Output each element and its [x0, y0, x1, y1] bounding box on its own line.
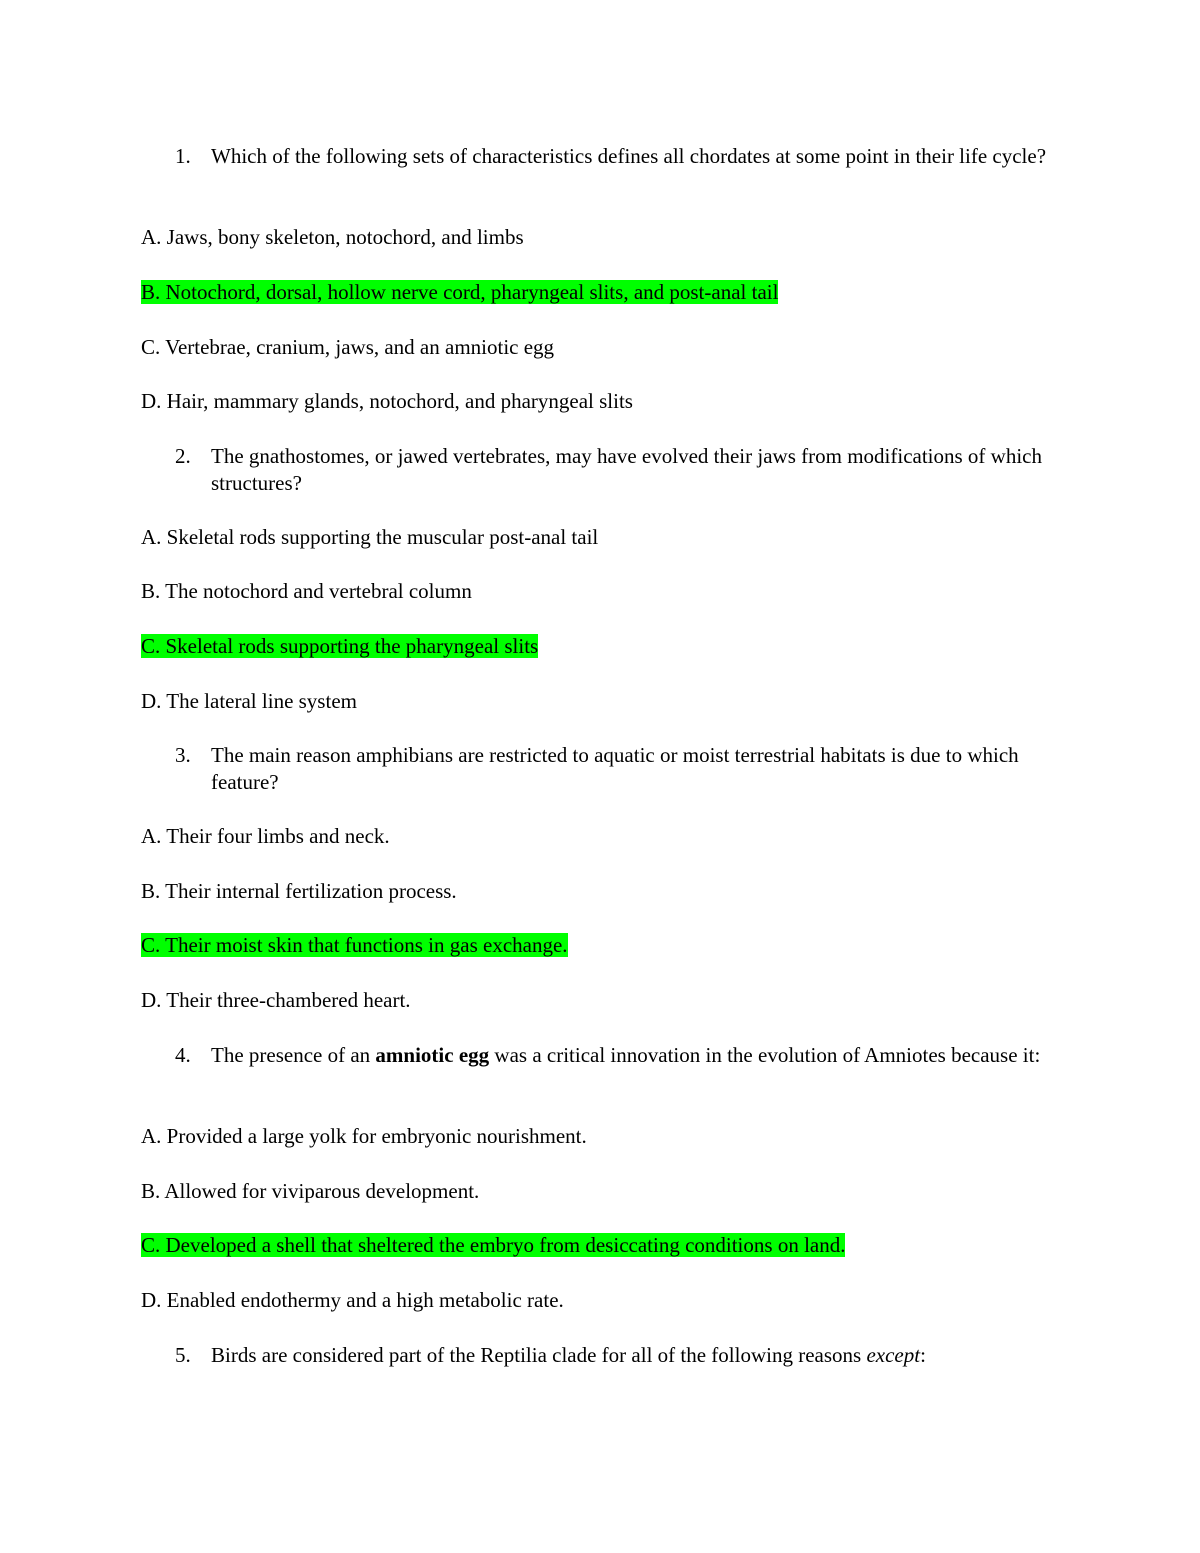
answer-option: B. Their internal fertilization process.: [141, 879, 457, 903]
answer-option: A. Jaws, bony skeleton, notochord, and limbs: [141, 225, 524, 249]
bold-term: amniotic egg: [375, 1043, 490, 1067]
question-text: Which of the following sets of characteristics defines all chordates at some point in their life cycle?: [211, 144, 1047, 168]
question-number: 2.: [175, 444, 191, 468]
answer-option: D. Enabled endothermy and a high metabolic rate.: [141, 1288, 564, 1312]
answer-option: C. Vertebrae, cranium, jaws, and an amniotic egg: [141, 335, 555, 359]
answer-option-correct: C. Developed a shell that sheltered the embryo from desiccating conditions on land.: [141, 1233, 846, 1257]
question-text: Birds are considered part of the Reptilia clade for all of the following reasons except:: [211, 1343, 926, 1367]
question-text: The presence of an amniotic egg was a critical innovation in the evolution of Amniotes because it:: [211, 1043, 1041, 1067]
answer-option: A. Their four limbs and neck.: [141, 824, 390, 848]
answer-option: B. The notochord and vertebral column: [141, 579, 472, 603]
question-number: 5.: [175, 1343, 191, 1367]
question-5: [175, 1342, 1075, 1369]
answer-option-correct: C. Skeletal rods supporting the pharyngeal slits: [141, 634, 539, 658]
answer-option: D. The lateral line system: [141, 689, 357, 713]
question-number: 1.: [175, 144, 191, 168]
question-3: [175, 742, 1075, 796]
question-text: The gnathostomes, or jawed vertebrates, may have evolved their jaws from modifications of which structures?: [211, 444, 1042, 495]
answer-option: A. Provided a large yolk for embryonic nourishment.: [141, 1124, 587, 1148]
answer-option: D. Hair, mammary glands, notochord, and pharyngeal slits: [141, 389, 633, 413]
italic-term: except: [866, 1343, 921, 1367]
question-text: The main reason amphibians are restricted to aquatic or moist terrestrial habitats is due to which feature?: [211, 743, 1019, 794]
answer-option: D. Their three-chambered heart.: [141, 988, 411, 1012]
question-4: [175, 1042, 1075, 1069]
question-2: [175, 443, 1075, 497]
answer-option-correct: B. Notochord, dorsal, hollow nerve cord, pharyngeal slits, and post-anal tail: [141, 280, 779, 304]
question-number: 4.: [175, 1043, 191, 1067]
answer-option: A. Skeletal rods supporting the muscular post-anal tail: [141, 525, 599, 549]
answer-option-correct: C. Their moist skin that functions in gas exchange.: [141, 933, 568, 957]
question-number: 3.: [175, 743, 191, 767]
answer-option: B. Allowed for viviparous development.: [141, 1179, 480, 1203]
question-1: [175, 143, 1075, 170]
